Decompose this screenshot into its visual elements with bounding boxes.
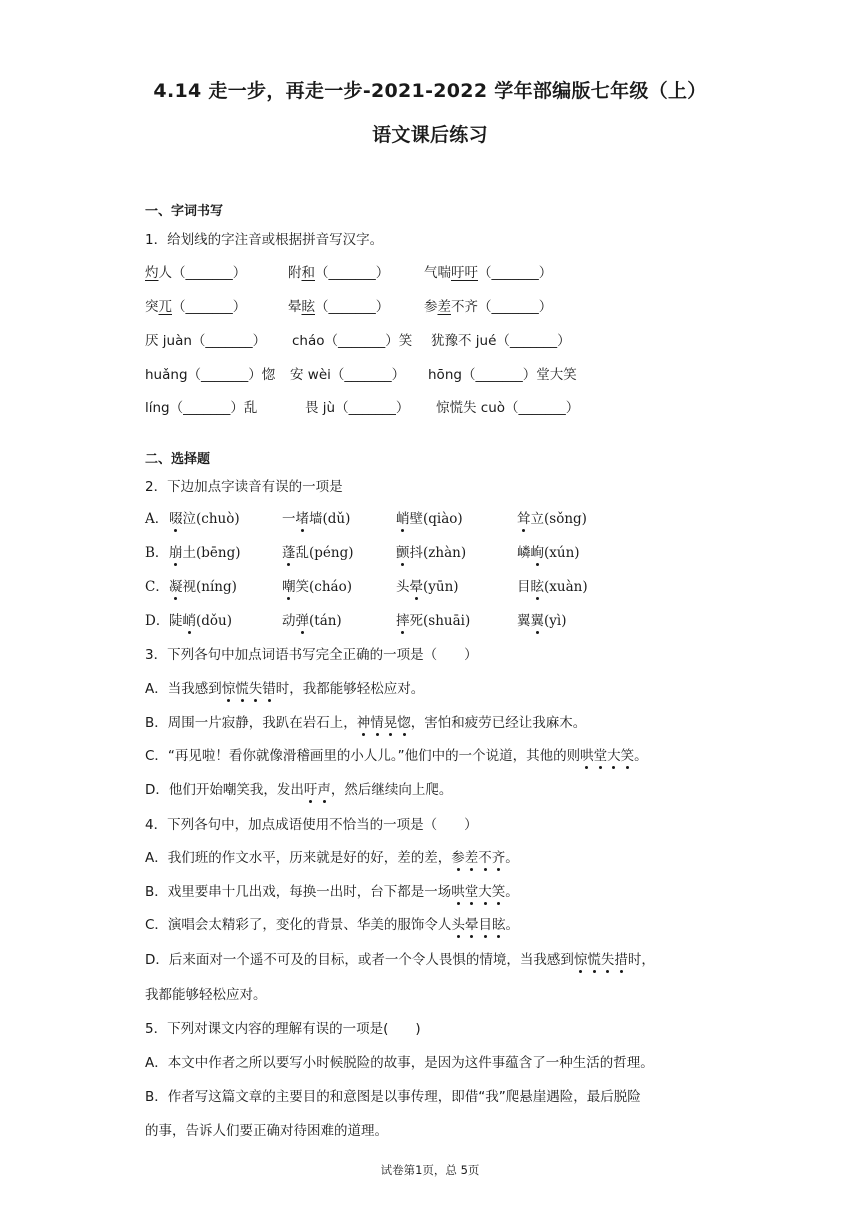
q2-item: 头晕(yūn) — [396, 579, 459, 595]
emphasis-char: 惊 — [221, 681, 236, 697]
q5-option-b-line-1: B．作者写这篇文章的主要目的和意图是以事传理，即借“我”爬悬崖遇险，最后脱险 — [145, 1089, 641, 1105]
q4-option-b: B．戏里要串十几出戏，每换一出时，台下都是一场哄堂大笑。 — [145, 884, 519, 900]
emphasis-char: 笑 — [491, 884, 506, 900]
dotted-phrase — [222, 681, 276, 697]
emphasis-char: 大 — [607, 748, 621, 764]
dotted-phrase — [451, 884, 505, 900]
emphasis-char: 参 — [451, 850, 465, 866]
emphasis-char: 惚 — [397, 715, 411, 731]
underlined-char: 灼 — [145, 265, 159, 281]
underlined-char: 差 — [437, 299, 451, 315]
q4-option-d-line-1: D．后来面对一个遥不可及的目标，或者一个令人畏惧的情境，当我感到惊慌失措时， — [145, 952, 655, 968]
q1-item: 厌 juàn（_______） — [145, 333, 267, 349]
exam-page: 4.14 走一步，再走一步-2021-2022 学年部编版七年级（上） 语文课后练习 一、字词书写 1．给划线的字注音或根据拼音写汉字。 灼人（_______） 附和（_______） 气喘吁吁（_______） 突兀（_______） 晕眩（_______） 参差不齐（_______） 厌 juàn（_______） cháo（_______）笑 犹豫不 jué（_______） huǎng（_______）惚 安 wèi（_______） hōng（_______）堂大笑 líng（_______）乱 畏 jù（_______） 惊慌失 cuò（_______） 二、选择题 2．下边加点字读音有误的一项是 A． 啜泣(chuò) 一堵墙(dǔ) 峭壁(qiào) 耸立(sǒng) B． 崩土(bēng) 蓬乱(péng) 颤抖(zhàn) 嶙峋(xún) C． 凝视(níng) 嘲笑(cháo) 头晕(yūn) 目眩(xuàn) D． 陡峭(dǒu) 动弹(tán) 摔死(shuāi) 翼翼(yì) 3．下列各句中加点词语书写完全正确的一项是（ ） A．当我感到惊慌失错时，我都能够轻松应对。 B．周围一片寂静，我趴在岩石上，神情晃惚，害怕和疲劳已经让我麻木。 C．“再见啦！看你就像滑稽画里的小人儿。”他们中的一个说道，其他的则哄堂大笑。 D．他们开始嘲笑我，发出吁声，然后继续向上爬。 4．下列各句中，加点成语使用不恰当的一项是（ ） A．我们班的作文水平，历来就是好的好，差的差，参差不齐。 B．戏里要串十几出戏，每换一出时，台下都是一场哄堂大笑。 C．演唱会太精彩了，变化的背景、华美的服饰令人头晕目眩。 D．后来面对一个遥不可及的目标，或者一个令人畏惧的情境，当我感到惊慌失措时， 我都能够轻松应对。 5．下列对课文内容的理解有误的一项是( ) A．本文中作者之所以要写小时候脱险的故事，是因为这件事蕴含了一种生活的哲理。 B．作者写这篇文章的主要目的和意图是以事传理，即借“我”爬悬崖遇险，最后脱险 的事，告诉人们要正确对待困难的道理。 试卷第1页，总 5页 — [0, 0, 860, 1216]
emphasis-char: 措 — [614, 952, 628, 968]
q4-option-c: C．演唱会太精彩了，变化的背景、华美的服饰令人头晕目眩。 — [145, 917, 519, 933]
q1-item: 气喘吁吁（_______） — [424, 265, 553, 281]
dotted-phrase — [451, 850, 505, 866]
q1-item: 附和（_______） — [288, 265, 390, 281]
q1-item: 安 wèi（_______） — [290, 367, 406, 383]
q4-stem: 4．下列各句中，加点成语使用不恰当的一项是（ ） — [145, 817, 478, 833]
q2-item: 嘲笑(cháo) — [282, 579, 352, 595]
emphasis-char: 声 — [317, 782, 331, 798]
q5-stem: 5．下列对课文内容的理解有误的一项是( ) — [145, 1021, 421, 1037]
q2-item: 摔死(shuāi) — [396, 613, 471, 629]
q5-option-b-line-2: 的事，告诉人们要正确对待困难的道理。 — [145, 1123, 388, 1139]
q1-item: hōng（_______）堂大笑 — [428, 367, 577, 383]
dotted-phrase — [574, 952, 628, 968]
emphasis-char: 失 — [248, 681, 263, 697]
emphasis-char: 吁 — [303, 782, 318, 798]
q5-option-a: A．本文中作者之所以要写小时候脱险的故事，是因为这件事蕴含了一种生活的哲理。 — [145, 1055, 654, 1071]
q3-option-a: A．当我感到惊慌失错时，我都能够轻松应对。 — [145, 681, 425, 697]
dotted-phrase — [304, 782, 331, 798]
section-2-heading: 二、选择题 — [145, 452, 211, 467]
q1-item: huǎng（_______）惚 — [145, 367, 276, 383]
q2-item: 蓬乱(péng) — [282, 545, 354, 561]
q2-item: 啜泣(chuò) — [169, 511, 240, 527]
q2-item: 陡峭(dǒu) — [169, 613, 232, 629]
q4-option-a: A．我们班的作文水平，历来就是好的好，差的差，参差不齐。 — [145, 850, 519, 866]
q2-item: 凝视(níng) — [169, 579, 237, 595]
emphasis-char: 笑 — [620, 748, 635, 764]
q1-item: cháo（_______）笑 — [292, 333, 413, 349]
emphasis-char: 惊 — [573, 952, 588, 968]
q1-item: 参差不齐（_______） — [424, 299, 553, 315]
document-title-line-2: 语文课后练习 — [372, 124, 488, 146]
q1-stem: 1．给划线的字注音或根据拼音写汉字。 — [145, 232, 384, 248]
q1-item: 畏 jù（_______） — [305, 400, 410, 416]
emphasis-char: 大 — [478, 884, 492, 900]
q2-item: 翼翼(yì) — [517, 613, 567, 629]
underlined-char: 吁吁 — [451, 265, 478, 281]
q3-option-d: D．他们开始嘲笑我，发出吁声，然后继续向上爬。 — [145, 782, 453, 798]
dotted-phrase — [451, 917, 505, 933]
q2-item: 耸立(sǒng) — [517, 511, 587, 527]
emphasis-char: 晃 — [383, 715, 398, 731]
emphasis-char: 眩 — [491, 917, 506, 933]
emphasis-char: 错 — [262, 681, 276, 697]
q2-item: 一堵墙(dǔ) — [282, 511, 351, 527]
emphasis-char: 情 — [370, 715, 384, 731]
dotted-phrase — [580, 748, 634, 764]
section-1-heading: 一、字词书写 — [145, 204, 224, 219]
emphasis-char: 慌 — [235, 681, 249, 697]
emphasis-char: 齐 — [491, 850, 506, 866]
page-footer: 试卷第1页，总 5页 — [380, 1163, 480, 1177]
q2-item: 嶙峋(xún) — [517, 545, 580, 561]
emphasis-char: 差 — [464, 850, 479, 866]
underlined-char: 兀 — [158, 299, 172, 315]
q2-item: 动弹(tán) — [282, 613, 342, 629]
q1-item: 灼人（_______） — [145, 265, 247, 281]
emphasis-char: 慌 — [587, 952, 601, 968]
emphasis-char: 堂 — [593, 748, 608, 764]
underlined-char: 和 — [301, 265, 315, 281]
dotted-phrase — [357, 715, 411, 731]
emphasis-char: 失 — [600, 952, 615, 968]
q1-item: líng（_______）乱 — [145, 400, 258, 416]
document-title-line-1: 4.14 走一步，再走一步-2021-2022 学年部编版七年级（上） — [153, 80, 707, 102]
emphasis-char: 神 — [356, 715, 371, 731]
emphasis-char: 不 — [478, 850, 492, 866]
emphasis-char: 晕 — [464, 917, 479, 933]
q2-stem: 2．下边加点字读音有误的一项是 — [145, 479, 343, 495]
q1-item: 惊慌失 cuò（_______） — [436, 400, 580, 416]
emphasis-char: 哄 — [580, 748, 594, 764]
q2-item: 崩土(bēng) — [169, 545, 241, 561]
q2-item: 峭壁(qiào) — [396, 511, 463, 527]
emphasis-char: 目 — [478, 917, 492, 933]
q1-item: 犹豫不 jué（_______） — [431, 333, 571, 349]
emphasis-char: 头 — [451, 917, 465, 933]
emphasis-char: 哄 — [451, 884, 465, 900]
q3-option-c: C．“再见啦！看你就像滑稽画里的小人儿。”他们中的一个说道，其他的则哄堂大笑。 — [145, 748, 648, 764]
emphasis-char: 堂 — [464, 884, 479, 900]
q1-item: 晕眩（_______） — [288, 299, 390, 315]
q3-option-b: B．周围一片寂静，我趴在岩石上，神情晃惚，害怕和疲劳已经让我麻木。 — [145, 715, 587, 731]
q1-item: 突兀（_______） — [145, 299, 247, 315]
q3-stem: 3．下列各句中加点词语书写完全正确的一项是（ ） — [145, 647, 478, 663]
q2-item: 颤抖(zhàn) — [396, 545, 467, 561]
underlined-char: 眩 — [301, 299, 315, 315]
q4-option-d-line-2: 我都能够轻松应对。 — [145, 987, 267, 1003]
q2-item: 目眩(xuàn) — [517, 579, 588, 595]
